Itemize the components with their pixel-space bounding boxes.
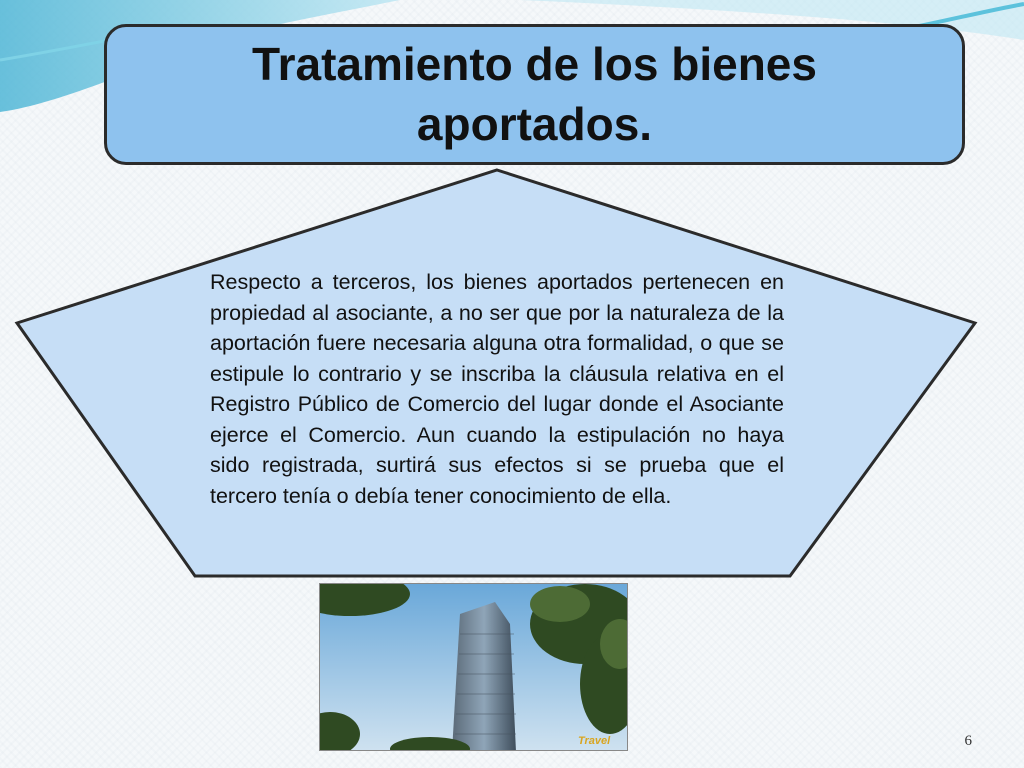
slide-title: Tratamiento de los bienes aportados.	[252, 37, 817, 150]
title-box	[104, 24, 965, 165]
page-number: 6	[964, 733, 972, 749]
office-tower-photo	[319, 583, 628, 751]
slide-body-text: Respecto a terceros, los bienes aportados pertenecen en propiedad al asociante, a no ser que por la naturaleza de la aportación fuere necesaria alguna otra formalidad, o que se estipule lo contrario y se inscriba la cláusula relativa en el Registro Público de Comercio del lugar donde el Asociante ejerce el Comercio. Aun cuando la estipulación no haya sido registrada, surtirá sus efectos si se prueba que el tercero tenía o debía tener conocimiento de ella.	[210, 270, 784, 508]
photo-watermark: Travel	[578, 735, 611, 747]
